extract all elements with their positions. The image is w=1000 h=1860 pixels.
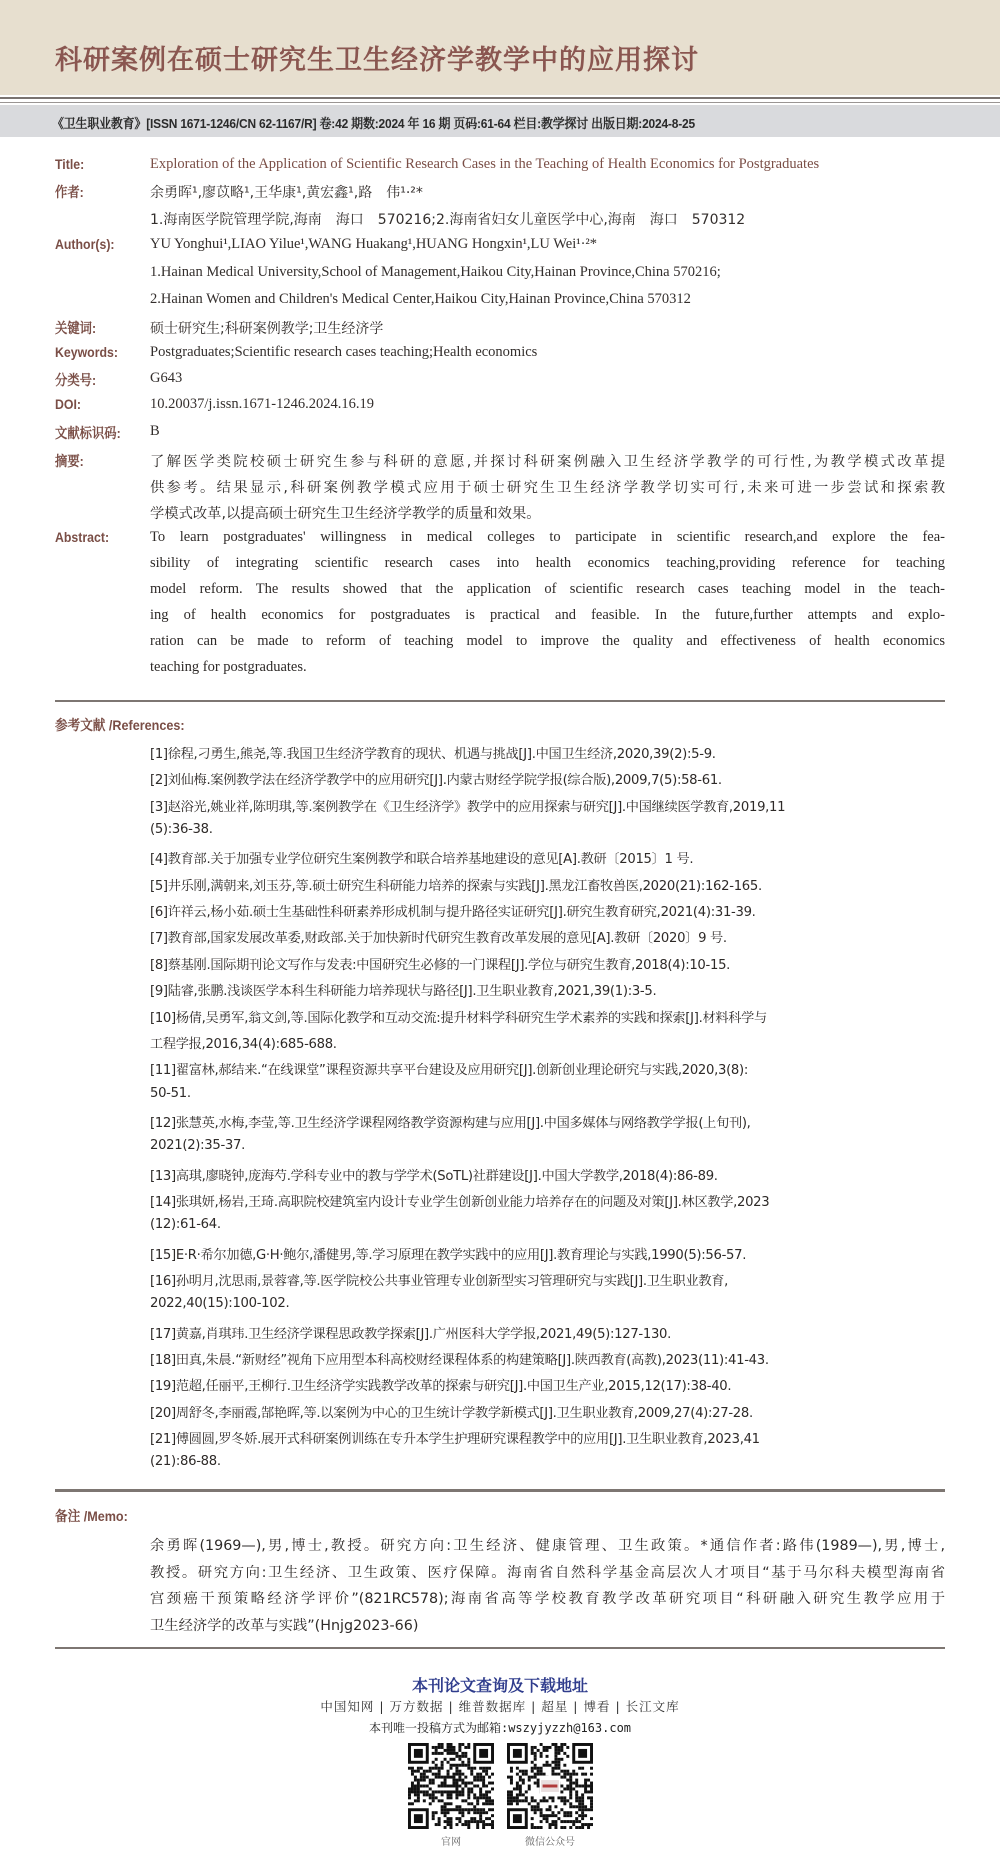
citation-bar <box>0 105 1000 137</box>
memo-label: 备注 /Memo: <box>55 1508 128 1524</box>
reference-line: [3]赵浴光,姚业祥,陈明琪,等.案例教学在《卫生经济学》教学中的应用探索与研究[J].中国继续医学教育,2019,11 <box>150 799 786 815</box>
abstract-en-line: To learn postgraduates' willingness in medical colleges to participate in scientific research,and explore the fea- <box>150 529 945 545</box>
document-code-label: 文献标识码: <box>55 425 121 441</box>
section-divider <box>55 1489 945 1492</box>
article-title: 科研案例在硕士研究生卫生经济学教学中的应用探讨 <box>55 45 699 76</box>
affiliation-en-2: 2.Hainan Women and Children's Medical Center,Haikou City,Hainan Province,China 570312 <box>150 291 691 307</box>
doi-label: DOI: <box>55 396 82 412</box>
authors-en: YU Yonghui¹,LIAO Yilue¹,WANG Huakang¹,HUANG Hongxin¹,LU Wei¹·²* <box>150 236 597 252</box>
reference-line: [11]翟富林,郝结来.“在线课堂”课程资源共享平台建设及应用研究[J].创新创业理论研究与实践,2020,3(8): <box>150 1063 748 1079</box>
keywords-cn-label: 关键词: <box>55 320 97 336</box>
abstract-en-line: ration can be made to reform of teaching model to improve the quality and effectiveness of health economics <box>150 633 945 649</box>
submission-email[interactable]: 本刊唯一投稿方式为邮箱:wszyjyzzh@163.com <box>368 1721 632 1735</box>
reference-line: (12):61-64. <box>150 1217 221 1233</box>
abstract-en-line: sibility of integrating scientific research cases into health economics teaching,providing reference for teaching <box>150 555 945 571</box>
references-label: 参考文献 /References: <box>55 717 185 733</box>
reference-line: [15]E·R·希尔加德,G·H·鲍尔,潘健男,等.学习原理在教学实践中的应用[J].教育理论与实践,1990(5):56-57. <box>150 1247 747 1263</box>
abstract-cn-line: 了解医学类院校硕士研究生参与科研的意愿,并探讨科研案例融入卫生经济学教学的可行性,为教学模式改革提 <box>150 454 945 470</box>
reference-line: [6]许祥云,杨小茹.硕士生基础性科研素养形成机制与提升路径实证研究[J].研究生教育研究,2021(4):31-39. <box>150 905 756 921</box>
classification-label: 分类号: <box>55 372 97 388</box>
reference-line: [13]高琪,廖晓钟,庞海芍.学科专业中的教与学学术(SoTL)社群建设[J].中国大学教学,2018(4):86-89. <box>150 1168 718 1184</box>
authors-cn: 余勇晖¹,廖苡略¹,王华康¹,黄宏鑫¹,路 伟¹·²* <box>150 185 423 201</box>
qr-wechat-caption: 微信公众号 <box>525 1837 575 1848</box>
reference-line: [7]教育部,国家发展改革委,财政部.关于加快新时代研究生教育改革发展的意见[A].教研〔2020〕9 号. <box>150 931 727 947</box>
reference-line: [9]陆睿,张鹏.浅谈医学本科生科研能力培养现状与路径[J].卫生职业教育,2021,39(1):3-5. <box>150 984 657 1000</box>
reference-line: [5]井乐刚,满朝来,刘玉芬,等.硕士研究生科研能力培养的探索与实践[J].黑龙江畜牧兽医,2020(21):162-165. <box>150 878 762 894</box>
abstract-cn-line: 学模式改革,以提高硕士研究生卫生经济学教学的质量和效果。 <box>150 506 541 522</box>
reference-line: [14]张琪妍,杨岩,王琦.高职院校建筑室内设计专业学生创新创业能力培养存在的问题及对策[J].林区教学,2023 <box>150 1194 770 1210</box>
reference-line: [20]周舒冬,李丽霞,郜艳晖,等.以案例为中心的卫生统计学教学新模式[J].卫生职业教育,2009,27(4):27-28. <box>150 1405 753 1421</box>
keywords-en-label: Keywords: <box>55 344 118 360</box>
keywords-en: Postgraduates;Scientific research cases teaching;Health economics <box>150 344 538 360</box>
reference-line: [19]范超,任丽平,王柳行.卫生经济学实践教学改革的探索与研究[J].中国卫生产业,2015,12(17):38-40. <box>150 1379 732 1395</box>
section-divider <box>55 1647 945 1649</box>
abstract-en-line: ing of health economics for postgraduates is practical and feasible. In the future,further attempts and explo- <box>150 607 945 623</box>
document-code-value: B <box>150 423 160 439</box>
memo-line: 教授。研究方向:卫生经济、卫生政策、医疗保障。海南省自然科学基金高层次人才项目“基于马尔科夫模型海南省 <box>150 1564 945 1581</box>
reference-line: [18]田真,朱晨.“新财经”视角下应用型本科高校财经课程体系的构建策略[J].陕西教育(高教),2023(11):41-43. <box>150 1353 769 1369</box>
title-label: Title: <box>55 156 85 172</box>
abstract-en-line: model reform. The results showed that the application of scientific research cases teaching model in the teach- <box>150 581 945 597</box>
reference-line: [1]徐程,刁勇生,熊尧,等.我国卫生经济学教育的现状、机遇与挑战[J].中国卫生经济,2020,39(2):5-9. <box>150 747 716 762</box>
header-divider <box>0 97 1000 103</box>
abstract-en-label: Abstract: <box>55 529 110 545</box>
citation-text: 《卫生职业教育》[ISSN 1671-1246/CN 62-1167/R] 卷:42 期数:2024 年 16 期 页码:61-64 栏目:教学探讨 出版日期:2024-8-25 <box>52 116 695 131</box>
qr-official-caption: 官网 <box>441 1837 461 1848</box>
abstract-cn-label: 摘要: <box>55 453 84 469</box>
doi-value[interactable]: 10.20037/j.issn.1671-1246.2024.16.19 <box>150 396 374 412</box>
reference-line: [2]刘仙梅.案例教学法在经济学教学中的应用研究[J].内蒙古财经学院学报(综合版),2009,7(5):58-61. <box>150 773 722 789</box>
download-heading: 本刊论文查询及下载地址 <box>411 1676 588 1695</box>
classification-value: G643 <box>150 370 183 386</box>
reference-line: (21):86-88. <box>150 1454 221 1470</box>
database-list: 中国知网 | 万方数据 | 维普数据库 | 超星 | 博看 | 长江文库 <box>320 1699 680 1714</box>
affiliation-en-1: 1.Hainan Medical University,School of Management,Haikou City,Hainan Province,China 570216; <box>150 264 721 280</box>
memo-line: 余勇晖(1969—),男,博士,教授。研究方向:卫生经济、健康管理、卫生政策。*通信作者:路伟(1989—),男,博士, <box>150 1538 945 1554</box>
authors-cn-label: 作者: <box>55 184 84 200</box>
reference-line: 2021(2):35-37. <box>150 1138 245 1154</box>
section-divider <box>55 700 945 702</box>
reference-line: 50-51. <box>150 1085 191 1101</box>
reference-line: [12]张慧英,水梅,李莹,等.卫生经济学课程网络教学资源构建与应用[J].中国多媒体与网络教学学报(上旬刊), <box>150 1115 751 1131</box>
abstract-cn-line: 供参考。结果显示,科研案例教学模式应用于硕士研究生卫生经济学教学切实可行,未来可进一步尝试和探索教 <box>150 480 945 496</box>
article-header <box>0 0 1000 95</box>
authors-en-label: Author(s): <box>55 236 115 252</box>
reference-line: [21]傅圆圆,罗冬娇.展开式科研案例训练在专升本学生护理研究课程教学中的应用[J].卫生职业教育,2023,41 <box>150 1432 760 1448</box>
reference-line: [10]杨倩,吴勇军,翁文剑,等.国际化教学和互动交流:提升材料学科研究生学术素养的实践和探索[J].材料科学与 <box>150 1010 767 1026</box>
affiliations-cn: 1.海南医学院管理学院,海南 海口 570216;2.海南省妇女儿童医学中心,海南 海口 570312 <box>150 212 746 228</box>
memo-line: 宫颈癌干预策略经济学评价”(821RC578);海南省高等学校教育教学改革研究项目“科研融入研究生教学应用于 <box>150 1591 945 1607</box>
title-value: Exploration of the Application of Scientific Research Cases in the Teaching of Health Economics for Postgraduates <box>150 156 820 172</box>
qr-code-wechat[interactable] <box>507 1743 593 1829</box>
keywords-cn: 硕士研究生;科研案例教学;卫生经济学 <box>150 321 384 337</box>
memo-line: 卫生经济学的改革与实践”(Hnjg2023-66) <box>150 1617 419 1634</box>
qr-code-official-site[interactable] <box>408 1743 494 1829</box>
reference-line: (5):36-38. <box>150 822 213 838</box>
reference-line: [16]孙明月,沈思雨,景蓉睿,等.医学院校公共事业管理专业创新型实习管理研究与实践[J].卫生职业教育, <box>150 1274 728 1289</box>
reference-line: [8]蔡基刚.国际期刊论文写作与发表:中国研究生必修的一门课程[J].学位与研究生教育,2018(4):10-15. <box>150 957 731 973</box>
reference-line: [17]黄嘉,肖琪玮.卫生经济学课程思政教学探索[J].广州医科大学学报,2021,49(5):127-130. <box>150 1326 672 1342</box>
reference-line: [4]教育部.关于加强专业学位研究生案例教学和联合培养基地建设的意见[A].教研〔2015〕1 号. <box>150 852 694 868</box>
reference-line: 2022,40(15):100-102. <box>150 1296 290 1312</box>
reference-line: 工程学报,2016,34(4):685-688. <box>150 1036 337 1052</box>
abstract-en-line: teaching for postgraduates. <box>150 659 307 675</box>
